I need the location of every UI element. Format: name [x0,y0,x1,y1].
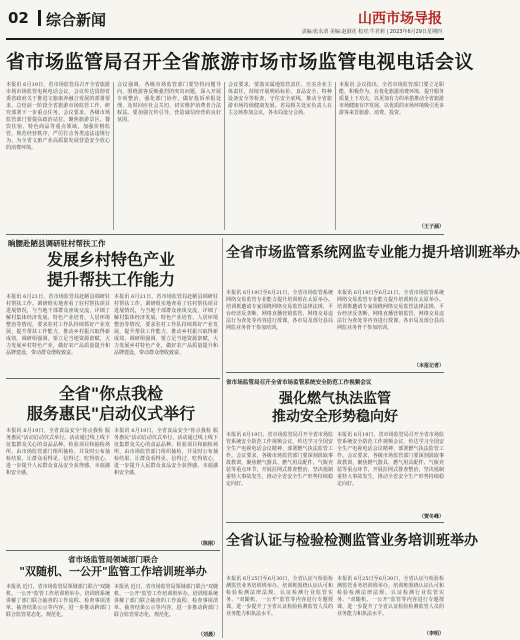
story6-byline: （李明） [423,631,444,637]
story5-headline-line2: 服务惠民"启动仪式举行 [26,404,196,423]
paper-title: 山西市场导报 [358,11,442,27]
story5-body-col2: 本报讯 6月19日，全省食品安全"你点我检 服务惠民"活动启动仪式举行。活动通过线上线下征集群众关心的食品品种、检验项目和抽检场所，由市场监管部门组织抽检，并及时公布抽检结果，让群众看得见、信得过、吃得放心，进一步提升人民群众食品安全获得感、幸福感和安全感。 [114,428,218,476]
story3-body-col1: 本报讯 6月19日至6月21日，全省市场监管系统网络交易监管专业能力提升培训班在太原举办。培训班邀请专家围绕网络交易监管法律法规、平台经济反垄断、网络直播营销监管、网络交易违法行为查处等内容进行授课，各市局及部分县局网监业务骨干参加培训。 [226,290,333,331]
section-rule [6,378,220,379]
story5-headline-line1: 全省"你点我检 [58,384,164,403]
story2-body-col1: 本报讯 6月21日，省市场监管局赴陋县调研驻村帮扶工作。调研组实地查看了驻村帮扶项目进展情况，与当地干部群众座谈交流，详细了解村集体经济发展、特色产业培育、人居环境整治等情况，要求驻村工作队持续抓好产业发展，提升帮扶工作能力，推动乡村振兴取得新成效。调研组强调，要立足当地资源禀赋，大力发展乡村特色产业，做好农产品质量提升和品牌建设，带动群众增收致富。 [6,294,110,356]
lead-headline: 省市场监管局召开全省旅游市场市场监管电视电话会议 [6,51,475,73]
story7-headline: "双随机、一公开"监管工作培训班举办 [19,565,207,578]
column-divider [224,82,225,230]
section-rule [226,372,444,373]
story6-headline: 全省认证与检验检测监管业务培训班举办 [226,533,478,549]
story6-body-col1: 本报讯 6月25日至6月30日，全省认证与检验检测监管业务培训班举办。培训班围绕认证认可和检验检测法律法规、认证检测行业监管实务、"双随机、一公开"监管等内容进行专题授课，进一步提升了全省认证检验检测监管人员的业务能力和执法水平。 [226,576,333,617]
story4-byline: （贾冬峰） [418,514,444,520]
lead-body-col4: 本报讯 会议指出，全省市场监管部门要立足职能，积极作为，在优化旅游消费环境、提升服务质量上下功夫，以更加有力的举措推动全省旅游市场健康有序发展，以优质的市场环境吸引更多游客来晋旅游、消费、投资。 [339,82,445,116]
lead-body-col2: 会议强调，各级市场监管部门要坚持问题导向，围绕游客反映强烈的突出问题，深入开展专项整治，强化部门协作，做好投诉举报处理，及时回应社会关切，切实维护消费者合法权益。要加强宣传引导，营造诚信经营的良好氛围。 [117,82,221,123]
lead-byline: （王子涵） [418,224,444,230]
story4-headline-line1: 强化燃气执法监管 [279,391,391,407]
story7-body-col2: 本报讯 近日，省市场监管局领域部门联合"双随机、一公开"监管工作培训班举办。培训班系统讲解了部门联合抽查的工作流程、检查事项清单、抽查结果公示等内容，进一步推动跨部门联合监管常态化、规范化。 [114,584,218,618]
column-divider [113,82,114,230]
lead-body-col1: 本报讯 6月19日，省市场监管局召开全省旅游市场市场监管电视电话会议。会议传达贯彻省委省政府关于推进文旅康养融合发展的部署要求，总结前一阶段全省旅游市场监管工作，研究部署下一步重点任务。会议要求，各级市场监管部门要提高政治站位，聚焦旅游景区、餐饮住宿、特色商品等重点领域，加强价格监管，规范经营秩序，严厉打击各类违法违规行为，为全省文旅产业高质量发展营造安全放心的消费环境。 [6,82,110,151]
story7-kicker: 省市场监管局领域部门联合 [68,555,158,564]
section-rule [6,234,444,235]
masthead [0,0,450,44]
story6-body-col2: 本报讯 6月25日至6月30日，全省认证与检验检测监管业务培训班举办。培训班围绕认证认可和检验检测法律法规、认证检测行业监管实务、"双随机、一公开"监管等内容进行专题授课，进一步提升了全省认证检验检测监管人员的业务能力和执法水平。 [337,576,444,617]
story4-headline-line2: 推动安全形势稳向好 [272,409,398,425]
story2-kicker: 晌腰赴陋县调研驻村帮扶工作 [8,239,106,248]
story5-byline: （陈刚） [197,541,218,547]
story5-body-col1: 本报讯 6月19日，全省食品安全"你点我检 服务惠民"活动启动仪式举行。活动通过线上线下征集群众关心的食品品种、检验项目和抽检场所，由市场监管部门组织抽检，并及时公布抽检结果，让群众看得见、信得过、吃得放心，进一步提升人民群众食品安全获得感、幸福感和安全感。 [6,428,110,476]
editorial-line: 责编:张永清 美编:赵淑花 校对:牛君莉 | 2023年6月29日星期四 [301,29,442,35]
story7-body-col1: 本报讯 近日，省市场监管局领域部门联合"双随机、一公开"监管工作培训班举办。培训班系统讲解了部门联合抽查的工作流程、检查事项清单、抽查结果公示等内容，进一步推动跨部门联合监管常态化、规范化。 [6,584,110,618]
story7-byline: （刘晨） [197,632,218,638]
page-column-divider [222,238,223,638]
story3-headline: 全省市场监管系统网监专业能力提升培训班举办 [226,245,520,261]
story2-headline-line2: 提升帮扶工作能力 [46,270,175,289]
section-divider [38,10,41,26]
story2-headline-line1: 发展乡村特色产业 [46,250,175,269]
page-number: 02 [8,9,29,27]
column-divider [335,82,336,230]
lead-body-col3: 会议要求，要落实属地监管责任，压实企业主体责任，持续开展明码标价、食品安全、特种设备安全等检查，守住安全底线，推动全省旅游市场持续健康发展。省局相关处室负责人在主会场参加会议，各市局设分会场。 [228,82,332,116]
section-rule [6,550,220,551]
story3-byline: （本报记者） [413,363,444,369]
story4-kicker: 省市场监管局召开全省市场监管系统安全防范工作视频会议 [226,380,372,386]
story3-body-col2: 本报讯 6月19日至6月21日，全省市场监管系统网络交易监管专业能力提升培训班在太原举办。培训班邀请专家围绕网络交易监管法律法规、平台经济反垄断、网络直播营销监管、网络交易违法行为查处等内容进行授课，各市局及部分县局网监业务骨干参加培训。 [337,290,444,331]
story2-body-col2: 本报讯 6月21日，省市场监管局赴陋县调研驻村帮扶工作。调研组实地查看了驻村帮扶项目进展情况，与当地干部群众座谈交流，详细了解村集体经济发展、特色产业培育、人居环境整治等情况，要求驻村工作队持续抓好产业发展，提升帮扶工作能力，推动乡村振兴取得新成效。调研组强调，要立足当地资源禀赋，大力发展乡村特色产业，做好农产品质量提升和品牌建设，带动群众增收致富。 [114,294,218,356]
story4-body-col1: 本报讯 6月19日，省市场监管局召开全省市场监管系统安全防范工作视频会议，传达学习全国安全生产电视电话会议精神，部署燃气执法监管工作。会议要求，各级市场监管部门要深刻汲取事故教训，聚焦燃气器具、燃气用具配件、气瓶充装等重点环节，开展拉网式排查整治，坚决遏制重特大事故发生，推动全省安全生产形势持续稳定向好。 [226,432,333,487]
section-title: 综合新闻 [46,11,107,29]
masthead-rule [6,38,444,40]
story4-body-col2: 本报讯 6月19日，省市场监管局召开全省市场监管系统安全防范工作视频会议，传达学习全国安全生产电视电话会议精神，部署燃气执法监管工作。会议要求，各级市场监管部门要深刻汲取事故教训，聚焦燃气器具、燃气用具配件、气瓶充装等重点环节，开展拉网式排查整治，坚决遏制重特大事故发生，推动全省安全生产形势持续稳定向好。 [337,432,444,487]
section-rule [226,522,444,523]
